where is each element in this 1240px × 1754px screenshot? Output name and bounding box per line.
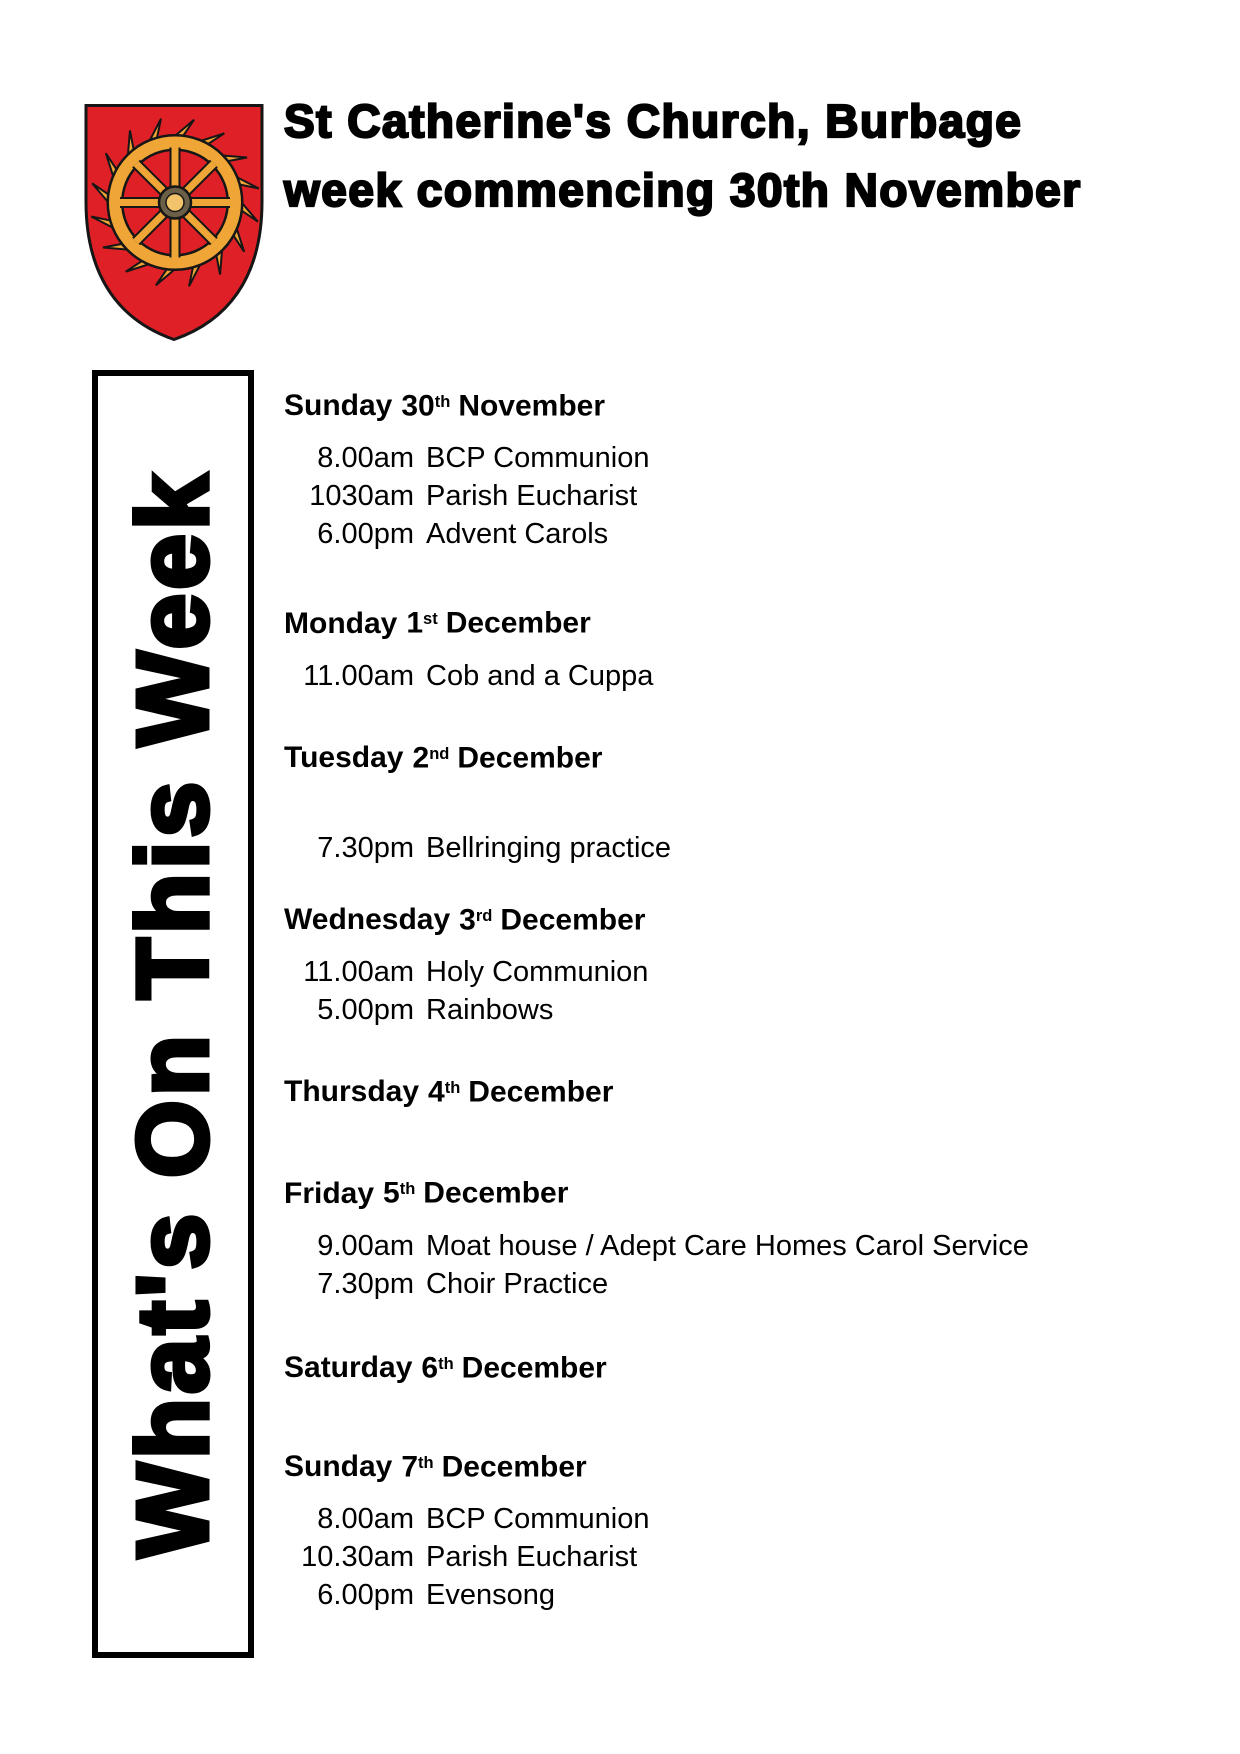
day-name: Monday <box>284 606 398 640</box>
day-name: Wednesday <box>284 903 451 936</box>
schedule-section <box>284 1068 1004 1112</box>
day-month: December <box>468 1075 614 1109</box>
day-ordinal: th <box>434 393 451 411</box>
event-row <box>284 1576 1004 1614</box>
event-list <box>284 791 1004 867</box>
schedule-section <box>284 382 1004 553</box>
schedule-section <box>284 1443 1004 1614</box>
day-month: November <box>458 389 606 423</box>
day-date: 1 <box>406 606 424 640</box>
event-time: 6.00pm <box>317 518 414 551</box>
day-header <box>284 1169 1004 1213</box>
event-list <box>284 439 1004 553</box>
event-list <box>284 1500 1004 1614</box>
event-row <box>284 991 1004 1029</box>
whats-on-vertical-label: What's On This Week <box>117 470 229 1558</box>
event-time: 8.00am <box>317 442 414 475</box>
event-time <box>284 791 414 829</box>
day-ordinal: rd <box>475 906 493 925</box>
event-row <box>284 1500 1004 1538</box>
day-ordinal: th <box>438 1354 454 1373</box>
day-date: 7 <box>401 1450 419 1483</box>
event-label: Choir Practice <box>426 1267 609 1300</box>
event-time: 10.30am <box>301 1541 414 1573</box>
day-header <box>284 599 1004 643</box>
day-date: 2 <box>412 740 430 774</box>
schedule-section <box>284 599 1004 694</box>
event-time: 5.00pm <box>317 994 414 1026</box>
wheel-hub-center <box>166 194 184 212</box>
event-time: 7.30pm <box>317 1267 414 1300</box>
event-row <box>284 953 1004 991</box>
event-row <box>284 1227 1029 1265</box>
event-row <box>284 657 1004 695</box>
event-row <box>284 439 1004 477</box>
day-month: December <box>500 903 646 936</box>
day-date: 3 <box>459 903 476 936</box>
day-name: Sunday <box>284 1450 393 1483</box>
day-name: Thursday <box>284 1075 420 1109</box>
event-row <box>284 829 1004 867</box>
day-date: 4 <box>428 1075 445 1109</box>
event-label: Holy Communion <box>426 956 649 988</box>
event-time: 6.00pm <box>317 1579 414 1611</box>
day-ordinal: th <box>399 1180 416 1199</box>
day-header <box>284 734 1004 778</box>
event-label: Parish Eucharist <box>426 480 638 513</box>
event-list <box>284 657 1004 695</box>
day-month: December <box>445 606 591 640</box>
event-label: Advent Carols <box>426 518 609 551</box>
event-label: Bellringing practice <box>426 831 672 864</box>
catherine-wheel-shield-icon <box>78 98 270 344</box>
schedule-section <box>284 1344 1004 1388</box>
schedule-section <box>284 734 1004 867</box>
event-label: BCP Communion <box>426 442 650 475</box>
event-time: 1030am <box>309 480 414 513</box>
week-schedule <box>284 382 1029 1654</box>
day-date: 6 <box>421 1350 439 1384</box>
event-label: BCP Communion <box>426 1503 650 1535</box>
event-time: 8.00am <box>317 1503 414 1535</box>
day-name: Sunday <box>284 389 393 423</box>
day-month: December <box>423 1176 569 1210</box>
day-date: 5 <box>383 1176 400 1210</box>
event-list <box>284 1227 1029 1303</box>
day-header <box>284 1344 1004 1388</box>
day-name: Tuesday <box>284 740 404 774</box>
day-name: Friday <box>284 1176 375 1210</box>
event-row <box>284 791 1004 829</box>
event-row <box>284 1538 1004 1576</box>
page-title-line1: St Catherine's Church, Burbage <box>284 95 1023 147</box>
day-header <box>284 896 1004 940</box>
event-time: 9.00am <box>317 1229 414 1262</box>
page-title-line2: week commencing 30th November <box>284 164 1082 216</box>
day-name: Saturday <box>284 1350 413 1384</box>
event-label: Cob and a Cuppa <box>426 659 654 692</box>
day-header <box>284 1068 1004 1112</box>
event-label: Moat house / Adept Care Homes Carol Service <box>426 1229 1029 1262</box>
event-list <box>284 953 1004 1029</box>
day-date: 30 <box>401 389 435 423</box>
event-row <box>284 477 1004 515</box>
day-month: December <box>461 1350 607 1384</box>
event-label: Rainbows <box>426 994 554 1026</box>
day-ordinal: st <box>423 610 438 629</box>
schedule-section <box>284 1169 1029 1302</box>
event-label: Evensong <box>426 1579 555 1611</box>
day-ordinal: nd <box>429 744 450 763</box>
event-row <box>284 1265 1004 1303</box>
day-month: December <box>441 1450 587 1483</box>
event-row <box>284 515 1004 553</box>
day-month: December <box>457 740 603 774</box>
day-header <box>284 382 1004 426</box>
event-time: 11.00am <box>303 659 414 692</box>
event-label: Parish Eucharist <box>426 1541 638 1573</box>
event-time: 7.30pm <box>317 831 414 864</box>
day-ordinal: th <box>418 1453 434 1472</box>
schedule-section <box>284 896 1004 1029</box>
event-time: 11.00am <box>303 956 414 988</box>
day-header <box>284 1443 1004 1487</box>
day-ordinal: th <box>444 1079 461 1097</box>
header <box>284 96 1184 215</box>
